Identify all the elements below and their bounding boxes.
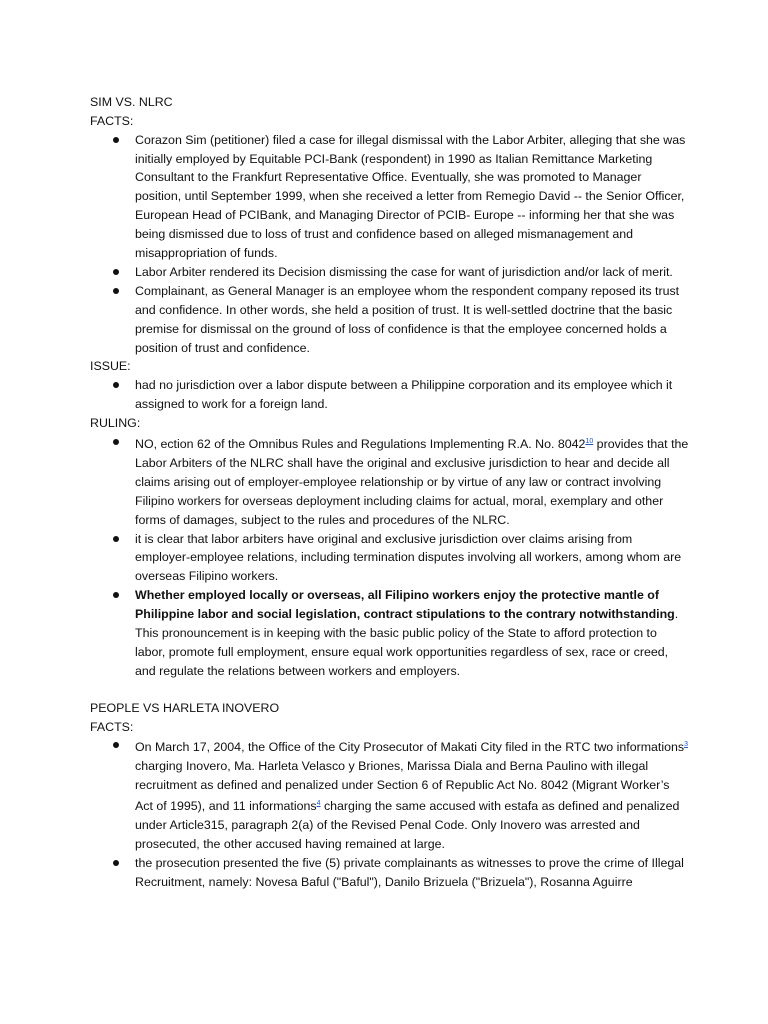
list-item: Corazon Sim (petitioner) filed a case for illegal dismissal with the Labor Arbiter, alleging that she was initially employed by Equitable PCI-Bank (respondent) in 1990 as Italian Remittance Marketing Consultant to the Frankfurt Representative Office. Eventually, she was promoted to Manager position, until September 1999, when she received a letter from Remegio David -- the Senior Officer, European Head of PCIBank, and Managing Director of PCIB- Europe -- informing her that she was being dismissed due to loss of trust and confidence based on alleged mismanagement and misappropriation of funds. xyxy=(90,131,690,263)
fact-text: On March 17, 2004, the Office of the City Prosecutor of Makati City filed in the RTC two informations xyxy=(135,740,685,755)
facts-label: FACTS: xyxy=(90,719,134,734)
list-item: Complainant, as General Manager is an employee whom the respondent company reposed its trust and confidence. In other words, she held a position of trust. It is well-settled doctrine that the basic premise for dismissal on the ground of loss of confidence is that the employee concerned holds a position of trust and confidence. xyxy=(90,282,690,358)
list-item xyxy=(90,433,690,530)
case-title-sim: SIM VS. NLRC xyxy=(90,95,173,109)
list-item xyxy=(90,736,690,854)
issue-label: ISSUE: xyxy=(90,359,131,374)
facts-list xyxy=(90,736,690,892)
ruling-text: NO, ection 62 of the Omnibus Rules and Regulations Implementing R.A. No. 8042 xyxy=(135,437,586,451)
list-item: had no jurisdiction over a labor dispute between a Philippine corporation and its employee which it assigned to work for a foreign land. xyxy=(90,376,690,414)
list-item: Labor Arbiter rendered its Decision dismissing the case for want of jurisdiction and/or lack of merit. xyxy=(90,263,690,282)
section-spacer xyxy=(90,681,690,699)
ruling-bold-text: Whether employed locally or overseas, all Filipino workers enjoy the protective mantle of Philippine labor and social legislation, contract stipulations to the contrary notwithstanding xyxy=(135,588,675,622)
ruling-text: provides that the Labor Arbiters of the NLRC shall have the original and exclusive jurisdiction to hear and decide all claims arising out of employer-employee relationship or by virtue of any law or contract involving Filipino workers for overseas deployment including claims for actual, moral, exemplary and other forms of damages, subject to the rules and procedures of the NLRC. xyxy=(135,437,689,527)
ruling-list xyxy=(90,433,690,681)
footnote-link[interactable]: 3 xyxy=(684,741,689,749)
ruling-text: . This pronouncement is in keeping with the basic public policy of the State to afford protection to labor, promote full employment, ensure equal work opportunities regardless of sex, race or creed, and regulate the relations between workers and employers. xyxy=(135,607,679,678)
ruling-label: RULING: xyxy=(90,416,141,431)
facts-label: FACTS: xyxy=(90,113,134,128)
list-item: the prosecution presented the five (5) private complainants as witnesses to prove the crime of Illegal Recruitment, namely: Novesa Baful ("Baful"), Danilo Brizuela ("Brizuela"), Rosanna Aguirre xyxy=(90,854,690,892)
facts-list xyxy=(90,131,690,358)
list-item xyxy=(90,586,690,681)
fact-text: charging the same accused with estafa as defined and penalized under Article315, paragraph 2(a) of the Revised Penal Code. Only Inovero was arrested and prosecuted, the other accused having remained at large. xyxy=(135,799,680,852)
fact-text: charging Inovero, Ma. Harleta Velasco y Briones, Marissa Diala and Berna Paulino with illegal recruitment as defined and penalized under Section 6 of Republic Act No. 8042 (Migrant Worker’s Act of 1995), and 11 informations xyxy=(135,759,670,814)
footnote-link[interactable]: 10 xyxy=(585,437,594,445)
list-item: it is clear that labor arbiters have original and exclusive jurisdiction over claims arising from employer-employee relations, including termination disputes involving all workers, among whom are overseas Filipino workers. xyxy=(90,530,690,587)
case-title-inovero: PEOPLE VS HARLETA INOVERO xyxy=(90,700,280,715)
document-body xyxy=(90,93,690,892)
footnote-link[interactable]: 4 xyxy=(316,800,321,808)
issue-list xyxy=(90,376,690,414)
